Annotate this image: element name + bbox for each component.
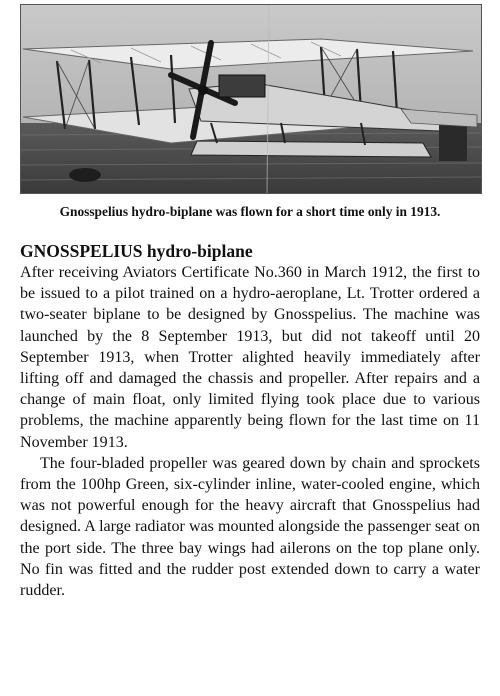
biplane-photo-illustration — [21, 5, 481, 193]
paragraph-2: The four-bladed propeller was geared down by chain and sprockets from the 100hp Green, six-cylinder inline, water-cooled engine, which was not powerful enough for the heavy aircraft that Gnosspelius had designed. A large radiator was mounted alongside the passenger seat on the port side. The three bay wings had ailerons on the top plane only. No fin was fitted and the rudder post extended down to carry a water rudder. — [20, 454, 480, 600]
article-body — [20, 262, 480, 601]
paragraph-1: After receiving Aviators Certificate No.360 in March 1912, the first to be issued to a pilot trained on a hydro-aeroplane, Lt. Trotter ordered a two-seater biplane to be designed by Gnosspelius. The machine was launched by the 8 September 1913, but did not takeoff until 20 September 1913, when Trotter alighted heavily immediately after lifting off and damaged the chassis and propeller. After repairs and a change of main float, only limited flying took place due to various problems, the machine apparently being flown for the last time on 11 November 1913. — [20, 264, 480, 451]
photo-hydro-biplane — [20, 4, 482, 194]
article-heading: GNOSSPELIUS hydro-biplane — [20, 241, 253, 261]
figure-caption: Gnosspelius hydro-biplane was flown for a short time only in 1913. — [59, 204, 441, 219]
left-wingtip-float — [69, 168, 101, 182]
main-float — [191, 141, 431, 157]
